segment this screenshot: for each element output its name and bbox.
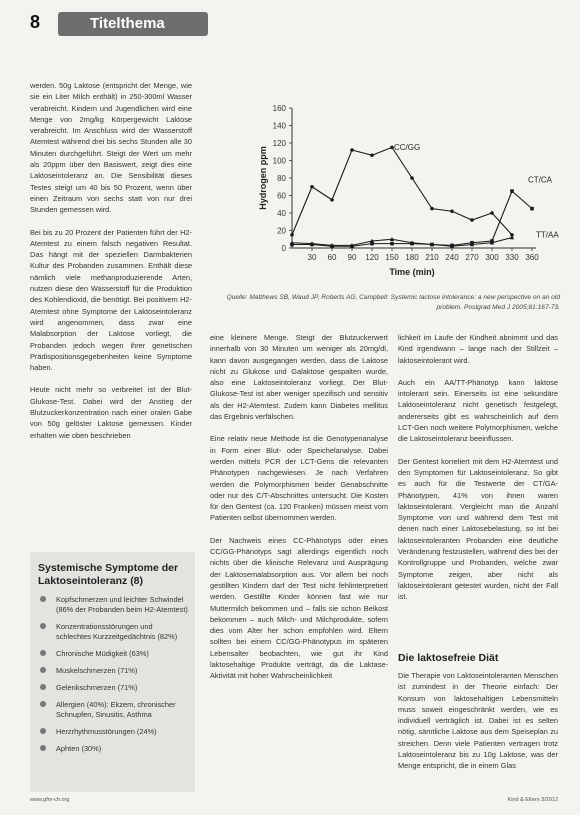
figure-caption: Quelle: Matthews SB, Waud JP, Roberts AG, Campbell: Systemic lactose intolerance: a new perspective on an old problem. Postgrad Med J 2005;81:167-73. <box>226 294 560 311</box>
data-point <box>350 148 354 152</box>
column-3-bottom <box>398 670 558 783</box>
x-tick-label: 150 <box>385 253 399 262</box>
y-tick-label: 80 <box>277 174 286 183</box>
paragraph: Die Therapie von Laktoseintoleranten Menschen ist zumindest in der Theorie einfach: Der Konsum von laktosehaltigen Lebensmitteln muss soweit eingeschränkt werden, wie es individuell verträglich ist. Dabei ist es selten nötig, sämtliche Laktose aus dem Speiseplan zu streichen. Denn viele Patienten vertragen trotz Laktoseintoleranz bis zu 10g Laktose, was der Menge entspricht, die in einem Glas <box>398 671 558 771</box>
paragraph: Der Gentest korreliert mit dem H2-Atemtest und den Symptomen für Laktoseintoleranz. So gibt es auch für die Testwerte der CT/GA-Phänotypen, 41% von ihnen waren laktoseintolerant. Vergleicht man die Anzahl Symptome von und während dem Test mit denen nach einer Laktosebelastung, so ist bei laktoseintoleranten Probanden eine deutliche Veränderung festzustellen, während dies bei der Kontrollgruppe und Probanden, welche zwar Symptome zeigen, aber nicht als laktoseintolerant getestet wurden, nicht der Fall ist. <box>398 456 558 602</box>
x-tick-label: 330 <box>505 253 519 262</box>
y-tick-label: 40 <box>277 209 286 218</box>
bullet-icon <box>40 745 46 751</box>
column-3 <box>398 332 558 614</box>
y-tick-label: 100 <box>272 156 286 166</box>
bullet-icon <box>40 650 46 656</box>
list-item <box>38 683 189 693</box>
x-tick-label: 270 <box>465 253 479 262</box>
x-tick-label: 90 <box>347 253 357 262</box>
y-tick-label: 160 <box>272 104 286 113</box>
paragraph: lichkeit im Laufe der Kindheit abnimmt und das Kind irgendwann – lange nach der Stillzeit – laktoseintolerant wird. <box>398 333 558 365</box>
column-1 <box>30 80 192 452</box>
x-tick-label: 30 <box>307 253 317 262</box>
y-tick-label: 60 <box>277 191 286 201</box>
list-item-text: Allergien (40%): Ekzem, chronischer Schnupfen, Sinusitis, Asthma <box>56 700 176 719</box>
y-tick-label: 20 <box>277 226 286 236</box>
data-point <box>310 185 314 189</box>
paragraph: Heute nicht mehr so verbreitet ist der Blut-Glukose-Test. Dabei wird der Anstieg der Blutzuckerkonzentration nach einer oralen Gabe von 50g gelöster Laktose gemessen. Kinder erhalten wie oben beschrieben <box>30 385 192 440</box>
data-point <box>370 153 374 157</box>
data-point <box>470 218 474 222</box>
series-label: CC/GG <box>394 143 421 152</box>
data-point <box>490 211 494 215</box>
series-line <box>292 147 512 235</box>
bullet-icon <box>40 623 46 629</box>
list-item-text: Chronische Müdigkeit (63%) <box>56 649 149 658</box>
list-item <box>38 727 189 737</box>
data-point <box>510 235 514 239</box>
bullet-icon <box>40 596 46 602</box>
data-point <box>330 198 334 202</box>
data-point <box>430 207 434 211</box>
list-item-text: Gelenkschmerzen (71%) <box>56 683 138 692</box>
symptom-list <box>30 588 195 754</box>
list-item-text: Herzrhythmusstörungen (24%) <box>56 727 157 736</box>
x-tick-label: 240 <box>445 253 459 262</box>
hydrogen-chart <box>210 100 560 290</box>
data-point <box>450 209 454 213</box>
list-item <box>38 700 189 720</box>
paragraph: eine kleinere Menge. Steigt der Blutzuckerwert innerhalb von 30 Minuten um weniger als 20mg/dl, kann davon ausgegangen werden, dass die Laktose nicht zu Glukose und Galaktose gespalten wurde, also eine Laktoseintoleranz vorliegt. Der Blut-Glukose-Test ist aber weniger spezifisch und sensitiv als der H2-Atemtest. Zudem kann Diabetes mellitus das Ergebnis verfälschen. <box>210 333 388 422</box>
series-line <box>292 191 532 246</box>
paragraph: werden. 50g Laktose (entspricht der Menge, wie sie ein Liter Milch enthält) in 250-300ml Wasser verabreicht. Kindern und Jugendlichen wird eine Menge von 2mg/kg Körpergewicht Laktose verabreicht. Im Anschluss wird der Wasserstoff Atemtest während drei bis sechs Stunden alle 30 Minuten durchgeführt. Steigt der Wert um mehr als 20ppm über den Basiswert, zeigt dies eine Laktoseintoleranz an. Die Sensibilität dieses Testes steigt um 40 bis 50 Prozent, wenn über einen Zeitraum von sechs statt von nur drei Stunden gemessen wird. <box>30 81 192 215</box>
section-heading: Die laktosefreie Diät <box>398 652 499 664</box>
paragraph: Bei bis zu 20 Prozent der Patienten führt der H2-Atemtest zu einem falsch negativen Resultat. Das hängt mit der speziellen Darmbakterien Kultur des Probanden zusammen. Enthält diese nämlich viele methanproduzierende Arten, nutzen diese den Wasserstoff für die Produktion des Kohlendioxid, die benötigt. Bei positivem H2-Atemtest ohne Symptome der Laktoseintoleranz wird angenommen, dass zwar eine Malabsorption der Laktose vorliegt, die Probanden jedoch wegen ihrer genetischen Prädispositionsgegebenheiten keine Symptome haben. <box>30 227 192 373</box>
data-point <box>390 242 394 246</box>
x-tick-label: 210 <box>425 253 439 262</box>
paragraph: Der Nachweis eines CC-Phänotyps oder eines CC/GG-Phänotyps sagt allerdings eigentlich noch nichts über die klinische Relevanz und Ausprägung der Laktosemalabsorption aus. Vor allem bei noch gestillten Kindern darf der Test nicht fehlinterpretiert werden. Gestillte Kinder können fast wie nur Muttermilch bekommen und – falls sie schon Beikost bekommen – auch Milch- und Milchprodukte, sofern dies vom Alter her schon empfohlen wird. Eltern sollten bei einem CC/GG-Phänotypus im späteren Lebensalter beobachten, wie gut ihr Kind laktosehaltige Produkte verträgt, da die Laktase-Aktivität mit hoher Wahrscheinlichkeit <box>210 535 388 681</box>
list-item <box>38 744 189 754</box>
symptom-box <box>30 552 195 792</box>
data-point <box>410 176 414 180</box>
data-point <box>530 207 534 211</box>
y-axis-label: Hydrogen ppm <box>258 146 268 210</box>
x-tick-label: 300 <box>485 253 499 262</box>
bullet-icon <box>40 684 46 690</box>
list-item <box>38 595 189 615</box>
x-tick-label: 60 <box>327 253 337 262</box>
list-item <box>38 666 189 676</box>
data-point <box>290 233 294 237</box>
x-tick-label: 120 <box>365 253 379 262</box>
bullet-icon <box>40 667 46 673</box>
y-tick-label: 120 <box>272 139 286 148</box>
series-label: TT/AA <box>536 230 559 240</box>
list-item-text: Konzentrationsstörungen und schlechtes Kurzzeitgedächtnis (82%) <box>56 622 178 641</box>
x-tick-label: 360 <box>525 253 539 262</box>
data-point <box>510 189 514 193</box>
y-tick-label: 0 <box>281 244 286 253</box>
list-item-text: Kopfschmerzen und leichter Schwindel (86% der Probanden beim H2-Atemtest) <box>56 595 188 614</box>
x-tick-label: 180 <box>405 253 419 262</box>
list-item <box>38 649 189 659</box>
series-label: CT/CA <box>528 175 552 185</box>
page-number: 8 <box>30 12 41 32</box>
list-item <box>38 622 189 642</box>
bullet-icon <box>40 701 46 707</box>
list-item-text: Aphten (30%) <box>56 744 102 753</box>
x-axis-label: Time (min) <box>389 267 435 277</box>
paragraph: Eine relativ neue Methode ist die Genotypenanalyse in Form einer Blut- oder Speichelanalyse. Dabei werden mittels PCR der LCT-Gens die relevanten Phänotypen nachgewiesen. Je nach Verfahren werden die Polymorphismen beider Genabschnitte oder nur des C/T-Abschnittes untersucht. Die Kosten für den Gentest (ca. 120 Franken) müssen meist vom Patienten selbst übernommen werden. <box>210 434 388 523</box>
footer-issue: Kind & Eltern 3/2012 <box>507 797 558 803</box>
footer-url: www.gfm-ch.org <box>30 797 70 803</box>
bullet-icon <box>40 728 46 734</box>
paragraph: Auch ein AA/TT-Phänotyp kann laktose intolerant sein. Einerseits ist eine sekundäre Laktoseintoleranz nicht genetisch festgelegt, andererseits gibt es wahrscheinlich auf dem LCT-Gen noch weitere Polymorphismen, welche die Laktoseintoleranz beeinflussen. <box>398 377 558 444</box>
section-tab: Titelthema <box>58 12 208 36</box>
y-tick-label: 140 <box>272 121 286 131</box>
list-item-text: Muskelschmerzen (71%) <box>56 666 138 675</box>
column-2 <box>210 332 388 693</box>
symptom-box-title: Systemische Symptome der Laktoseintoleranz (8) <box>38 562 179 587</box>
